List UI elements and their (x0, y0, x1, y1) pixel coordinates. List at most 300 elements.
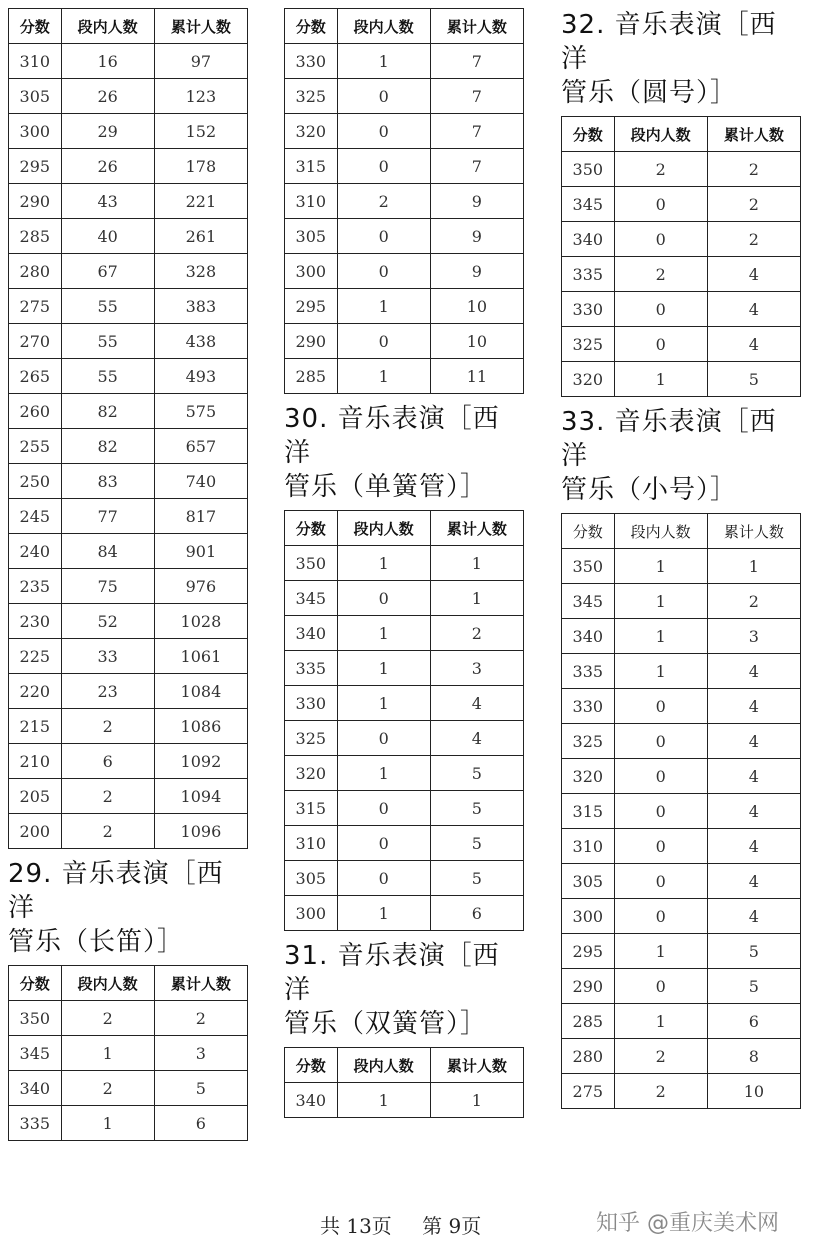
table-row (285, 651, 524, 686)
cell-segment-count: 0 (614, 759, 707, 794)
cell-cumulative-count: 7 (430, 149, 523, 184)
cell-cumulative-count: 5 (707, 362, 800, 397)
cell-score: 315 (562, 794, 615, 829)
cell-score: 305 (562, 864, 615, 899)
table-row (562, 152, 801, 187)
section-title-30 (284, 402, 524, 504)
table-row (285, 359, 524, 394)
table-row (285, 114, 524, 149)
cell-cumulative-count: 740 (154, 464, 247, 499)
header-score: 分数 (562, 117, 615, 152)
cell-segment-count: 16 (61, 44, 154, 79)
cell-cumulative-count: 5 (430, 861, 523, 896)
section-title-line1: 33. 音乐表演［西洋 (561, 407, 777, 471)
cell-cumulative-count: 4 (707, 654, 800, 689)
cell-segment-count: 1 (337, 686, 430, 721)
section-title-line1: 29. 音乐表演［西洋 (8, 859, 224, 923)
table-row (9, 744, 248, 779)
table-row (9, 254, 248, 289)
cell-score: 335 (285, 651, 338, 686)
cell-score: 295 (9, 149, 62, 184)
cell-score: 320 (562, 362, 615, 397)
table-header-row (285, 1048, 524, 1083)
section-title-31 (284, 939, 524, 1041)
cell-score: 345 (562, 187, 615, 222)
cell-cumulative-count: 5 (707, 934, 800, 969)
cell-segment-count: 2 (61, 814, 154, 849)
cell-segment-count: 0 (614, 327, 707, 362)
header-score: 分数 (9, 9, 62, 44)
cell-segment-count: 0 (614, 187, 707, 222)
cell-segment-count: 2 (61, 709, 154, 744)
cell-segment-count: 0 (614, 689, 707, 724)
table-row (562, 654, 801, 689)
cell-score: 305 (9, 79, 62, 114)
cell-score: 340 (285, 616, 338, 651)
current-page: 第 9页 (422, 1214, 482, 1238)
table-row (562, 689, 801, 724)
cell-score: 310 (562, 829, 615, 864)
table-row (285, 289, 524, 324)
table-row (9, 1036, 248, 1071)
header-cumulative-count: 累计人数 (154, 9, 247, 44)
cell-cumulative-count: 4 (707, 292, 800, 327)
header-segment-count: 段内人数 (337, 9, 430, 44)
table-row (9, 534, 248, 569)
cell-score: 245 (9, 499, 62, 534)
cell-score: 310 (9, 44, 62, 79)
cell-segment-count: 1 (614, 362, 707, 397)
cell-cumulative-count: 4 (430, 686, 523, 721)
table-row (9, 709, 248, 744)
table-row (9, 814, 248, 849)
cell-score: 350 (9, 1001, 62, 1036)
section-title-line2: 管乐（长笛）］ (8, 927, 185, 957)
cell-score: 280 (9, 254, 62, 289)
table-row (285, 546, 524, 581)
cell-segment-count: 55 (61, 324, 154, 359)
cell-cumulative-count: 1 (707, 549, 800, 584)
cell-segment-count: 0 (337, 149, 430, 184)
cell-score: 240 (9, 534, 62, 569)
cell-segment-count: 0 (614, 794, 707, 829)
cell-segment-count: 0 (337, 721, 430, 756)
table-row (9, 324, 248, 359)
total-pages: 共 13页 (320, 1214, 392, 1238)
cell-score: 285 (9, 219, 62, 254)
cell-cumulative-count: 6 (430, 896, 523, 931)
table-row (562, 257, 801, 292)
cell-cumulative-count: 3 (707, 619, 800, 654)
cell-segment-count: 67 (61, 254, 154, 289)
cell-cumulative-count: 4 (707, 724, 800, 759)
cell-score: 285 (562, 1004, 615, 1039)
cell-score: 325 (562, 724, 615, 759)
cell-cumulative-count: 5 (430, 791, 523, 826)
cell-segment-count: 2 (337, 184, 430, 219)
cell-score: 305 (285, 219, 338, 254)
table-row (9, 114, 248, 149)
table-row (562, 969, 801, 1004)
cell-score: 265 (9, 359, 62, 394)
table-row (285, 721, 524, 756)
cell-score: 335 (562, 654, 615, 689)
cell-score: 350 (285, 546, 338, 581)
cell-segment-count: 6 (61, 744, 154, 779)
cell-segment-count: 2 (614, 1039, 707, 1074)
table-row (285, 791, 524, 826)
table-row (562, 829, 801, 864)
cell-cumulative-count: 4 (707, 864, 800, 899)
header-score: 分数 (285, 1048, 338, 1083)
cell-score: 350 (562, 152, 615, 187)
cell-score: 300 (285, 254, 338, 289)
cell-cumulative-count: 10 (707, 1074, 800, 1109)
cell-score: 340 (9, 1071, 62, 1106)
table-row (285, 686, 524, 721)
cell-segment-count: 1 (337, 651, 430, 686)
cell-segment-count: 0 (337, 826, 430, 861)
cell-score: 270 (9, 324, 62, 359)
cell-cumulative-count: 10 (430, 324, 523, 359)
cell-cumulative-count: 9 (430, 219, 523, 254)
table-row (9, 464, 248, 499)
column-1 (8, 8, 248, 1141)
cell-segment-count: 2 (61, 1001, 154, 1036)
header-score: 分数 (562, 514, 615, 549)
table-row (9, 569, 248, 604)
table-row (285, 1083, 524, 1118)
cell-cumulative-count: 2 (707, 187, 800, 222)
cell-score: 295 (285, 289, 338, 324)
cell-cumulative-count: 9 (430, 254, 523, 289)
cell-segment-count: 83 (61, 464, 154, 499)
cell-cumulative-count: 1092 (154, 744, 247, 779)
cell-cumulative-count: 9 (430, 184, 523, 219)
cell-score: 325 (285, 721, 338, 756)
cell-score: 340 (562, 619, 615, 654)
cell-segment-count: 0 (614, 864, 707, 899)
cell-score: 340 (285, 1083, 338, 1118)
cell-cumulative-count: 328 (154, 254, 247, 289)
cell-cumulative-count: 7 (430, 114, 523, 149)
cell-score: 215 (9, 709, 62, 744)
column-2 (284, 8, 524, 1118)
cell-score: 290 (562, 969, 615, 1004)
cell-segment-count: 0 (337, 861, 430, 896)
cell-segment-count: 75 (61, 569, 154, 604)
table-row (9, 289, 248, 324)
cell-cumulative-count: 2 (430, 616, 523, 651)
cell-cumulative-count: 6 (707, 1004, 800, 1039)
cell-segment-count: 1 (337, 546, 430, 581)
cell-cumulative-count: 438 (154, 324, 247, 359)
cell-cumulative-count: 2 (707, 584, 800, 619)
cell-score: 300 (562, 899, 615, 934)
header-cumulative-count: 累计人数 (707, 117, 800, 152)
cell-score: 315 (285, 149, 338, 184)
cell-cumulative-count: 1061 (154, 639, 247, 674)
cell-segment-count: 1 (337, 616, 430, 651)
cell-segment-count: 1 (614, 584, 707, 619)
table-row (285, 756, 524, 791)
cell-cumulative-count: 5 (430, 756, 523, 791)
table-row (562, 222, 801, 257)
table-row (285, 254, 524, 289)
cell-cumulative-count: 383 (154, 289, 247, 324)
cell-cumulative-count: 4 (707, 689, 800, 724)
cell-segment-count: 43 (61, 184, 154, 219)
header-cumulative-count: 累计人数 (707, 514, 800, 549)
cell-segment-count: 33 (61, 639, 154, 674)
cell-segment-count: 0 (337, 219, 430, 254)
cell-segment-count: 1 (337, 756, 430, 791)
table-row (9, 639, 248, 674)
score-table-33 (561, 513, 801, 1109)
table-row (9, 1001, 248, 1036)
table-header-row (9, 966, 248, 1001)
table-row (285, 896, 524, 931)
cell-segment-count: 29 (61, 114, 154, 149)
cell-segment-count: 2 (61, 1071, 154, 1106)
table-row (285, 79, 524, 114)
score-table-a (8, 8, 248, 849)
cell-score: 275 (9, 289, 62, 324)
cell-cumulative-count: 7 (430, 44, 523, 79)
section-title-line2: 管乐（圆号）］ (561, 78, 738, 108)
cell-cumulative-count: 4 (430, 721, 523, 756)
table-row (285, 149, 524, 184)
cell-cumulative-count: 3 (430, 651, 523, 686)
cell-segment-count: 1 (61, 1106, 154, 1141)
cell-score: 290 (9, 184, 62, 219)
table-row (9, 499, 248, 534)
table-row (9, 219, 248, 254)
cell-cumulative-count: 6 (154, 1106, 247, 1141)
cell-segment-count: 1 (61, 1036, 154, 1071)
cell-segment-count: 0 (337, 581, 430, 616)
cell-segment-count: 82 (61, 394, 154, 429)
table-row (285, 324, 524, 359)
cell-cumulative-count: 1 (430, 1083, 523, 1118)
header-score: 分数 (9, 966, 62, 1001)
score-table-31 (284, 1047, 524, 1118)
cell-cumulative-count: 4 (707, 257, 800, 292)
cell-score: 330 (285, 44, 338, 79)
table-row (285, 44, 524, 79)
cell-score: 235 (9, 569, 62, 604)
cell-segment-count: 0 (614, 292, 707, 327)
cell-cumulative-count: 3 (154, 1036, 247, 1071)
section-title-29 (8, 857, 248, 959)
cell-segment-count: 26 (61, 149, 154, 184)
section-title-32 (561, 8, 801, 110)
cell-cumulative-count: 1028 (154, 604, 247, 639)
cell-score: 205 (9, 779, 62, 814)
cell-cumulative-count: 2 (707, 152, 800, 187)
cell-score: 345 (285, 581, 338, 616)
watermark: 知乎 @重庆美术网 (596, 1211, 779, 1236)
cell-cumulative-count: 4 (707, 327, 800, 362)
table-row (562, 619, 801, 654)
cell-segment-count: 84 (61, 534, 154, 569)
cell-segment-count: 1 (337, 359, 430, 394)
cell-score: 255 (9, 429, 62, 464)
table-row (562, 362, 801, 397)
cell-cumulative-count: 10 (430, 289, 523, 324)
cell-score: 320 (562, 759, 615, 794)
cell-cumulative-count: 1086 (154, 709, 247, 744)
cell-cumulative-count: 2 (154, 1001, 247, 1036)
table-row (285, 581, 524, 616)
cell-score: 305 (285, 861, 338, 896)
cell-cumulative-count: 5 (154, 1071, 247, 1106)
cell-score: 310 (285, 826, 338, 861)
cell-segment-count: 1 (614, 549, 707, 584)
table-header-row (285, 511, 524, 546)
cell-score: 315 (285, 791, 338, 826)
table-header-row (562, 117, 801, 152)
cell-segment-count: 40 (61, 219, 154, 254)
cell-score: 300 (285, 896, 338, 931)
section-title-line2: 管乐（小号）］ (561, 475, 738, 505)
cell-segment-count: 82 (61, 429, 154, 464)
table-row (9, 1106, 248, 1141)
cell-segment-count: 1 (614, 619, 707, 654)
header-segment-count: 段内人数 (614, 514, 707, 549)
table-header-row (285, 9, 524, 44)
table-row (562, 187, 801, 222)
cell-segment-count: 1 (614, 934, 707, 969)
table-row (285, 219, 524, 254)
cell-segment-count: 1 (614, 654, 707, 689)
cell-cumulative-count: 1 (430, 581, 523, 616)
cell-cumulative-count: 4 (707, 759, 800, 794)
cell-segment-count: 55 (61, 289, 154, 324)
cell-cumulative-count: 5 (707, 969, 800, 1004)
cell-segment-count: 2 (614, 1074, 707, 1109)
cell-cumulative-count: 8 (707, 1039, 800, 1074)
section-title-line2: 管乐（单簧管）］ (284, 472, 488, 502)
cell-cumulative-count: 123 (154, 79, 247, 114)
score-table-29 (8, 965, 248, 1141)
cell-cumulative-count: 178 (154, 149, 247, 184)
score-table-30 (284, 510, 524, 931)
cell-segment-count: 0 (337, 79, 430, 114)
cell-segment-count: 0 (614, 724, 707, 759)
cell-cumulative-count: 657 (154, 429, 247, 464)
cell-score: 290 (285, 324, 338, 359)
cell-segment-count: 2 (61, 779, 154, 814)
cell-score: 220 (9, 674, 62, 709)
header-cumulative-count: 累计人数 (154, 966, 247, 1001)
table-row (9, 1071, 248, 1106)
table-row (9, 604, 248, 639)
header-segment-count: 段内人数 (61, 9, 154, 44)
cell-cumulative-count: 817 (154, 499, 247, 534)
header-cumulative-count: 累计人数 (430, 9, 523, 44)
cell-cumulative-count: 1084 (154, 674, 247, 709)
cell-segment-count: 1 (337, 1083, 430, 1118)
cell-score: 280 (562, 1039, 615, 1074)
cell-score: 320 (285, 114, 338, 149)
header-segment-count: 段内人数 (61, 966, 154, 1001)
cell-score: 295 (562, 934, 615, 969)
cell-score: 340 (562, 222, 615, 257)
cell-segment-count: 0 (614, 969, 707, 1004)
cell-cumulative-count: 1094 (154, 779, 247, 814)
table-row (9, 359, 248, 394)
table-row (562, 584, 801, 619)
cell-cumulative-count: 976 (154, 569, 247, 604)
header-segment-count: 段内人数 (337, 1048, 430, 1083)
table-row (9, 79, 248, 114)
cell-score: 330 (285, 686, 338, 721)
cell-score: 275 (562, 1074, 615, 1109)
section-title-line2: 管乐（双簧管）］ (284, 1009, 488, 1039)
table-row (9, 149, 248, 184)
table-row (9, 184, 248, 219)
cell-segment-count: 1 (614, 1004, 707, 1039)
score-table-32 (561, 116, 801, 397)
cell-cumulative-count: 152 (154, 114, 247, 149)
section-title-line1: 31. 音乐表演［西洋 (284, 941, 500, 1005)
table-header-row (562, 514, 801, 549)
cell-score: 250 (9, 464, 62, 499)
header-segment-count: 段内人数 (337, 511, 430, 546)
table-row (285, 861, 524, 896)
header-score: 分数 (285, 9, 338, 44)
cell-cumulative-count: 11 (430, 359, 523, 394)
table-row (562, 1004, 801, 1039)
table-row (285, 826, 524, 861)
table-row (9, 394, 248, 429)
cell-segment-count: 26 (61, 79, 154, 114)
cell-cumulative-count: 4 (707, 829, 800, 864)
cell-score: 225 (9, 639, 62, 674)
cell-cumulative-count: 7 (430, 79, 523, 114)
cell-score: 325 (285, 79, 338, 114)
table-row (562, 327, 801, 362)
cell-score: 330 (562, 292, 615, 327)
table-row (562, 549, 801, 584)
cell-segment-count: 55 (61, 359, 154, 394)
header-cumulative-count: 累计人数 (430, 511, 523, 546)
header-cumulative-count: 累计人数 (430, 1048, 523, 1083)
cell-segment-count: 0 (337, 791, 430, 826)
cell-segment-count: 2 (614, 257, 707, 292)
cell-cumulative-count: 261 (154, 219, 247, 254)
cell-score: 260 (9, 394, 62, 429)
cell-score: 210 (9, 744, 62, 779)
score-table-b (284, 8, 524, 394)
cell-cumulative-count: 4 (707, 899, 800, 934)
cell-cumulative-count: 493 (154, 359, 247, 394)
cell-cumulative-count: 575 (154, 394, 247, 429)
cell-score: 330 (562, 689, 615, 724)
cell-segment-count: 2 (614, 152, 707, 187)
table-row (562, 759, 801, 794)
cell-segment-count: 23 (61, 674, 154, 709)
table-row (562, 1039, 801, 1074)
cell-score: 325 (562, 327, 615, 362)
table-row (562, 794, 801, 829)
cell-score: 320 (285, 756, 338, 791)
cell-score: 335 (562, 257, 615, 292)
column-3 (561, 8, 801, 1109)
table-row (562, 934, 801, 969)
cell-segment-count: 0 (337, 254, 430, 289)
